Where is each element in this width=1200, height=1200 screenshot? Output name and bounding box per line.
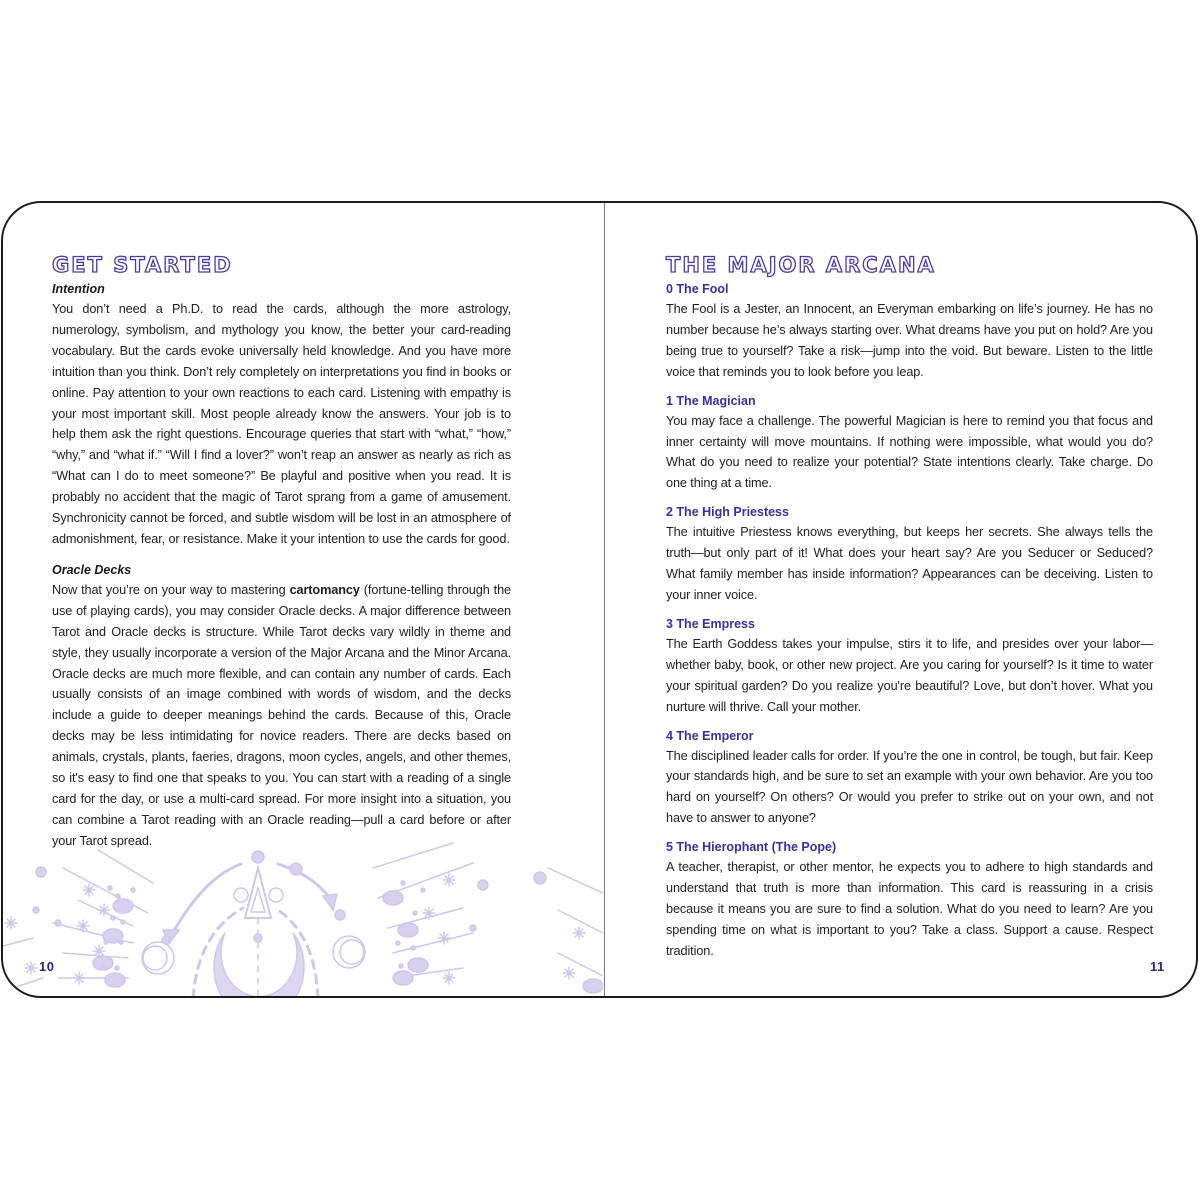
page-number-right: 11 bbox=[1150, 959, 1165, 974]
card-heading-fool: 0 The Fool bbox=[666, 282, 729, 296]
card-text-emperor: The disciplined leader calls for order. If you’re the one in control, be tough, but fair. Keep your standards high, and be sure to set an example with your own behavior. Are you too hard on yourself? On others? Or would you prefer to strike out on your own, and not have to answer to anyone? bbox=[666, 748, 1153, 826]
paragraph-oracle-decks bbox=[52, 580, 511, 852]
right-page-content bbox=[666, 252, 1153, 962]
card-text-empress: The Earth Goddess takes your impulse, stirs it to life, and presides over your labor—whether baby, book, or other new project. Are you caring for yourself? Is it time to water your spiritual garden? Do you realize you're beautiful? Love, but don’t hover. What you nurture will thrive. Call your mother. bbox=[666, 636, 1153, 714]
card-heading-high-priestess: 2 The High Priestess bbox=[666, 505, 789, 520]
card-heading-magician: 1 The Magician bbox=[666, 393, 756, 408]
card-heading-emperor: 4 The Emperor bbox=[666, 728, 754, 743]
bold-term-cartomancy: cartomancy bbox=[289, 582, 360, 597]
right-page bbox=[605, 203, 1198, 996]
oracle-text-rest: (fortune-telling through the use of playing cards), you may consider Oracle decks. A major difference between Tarot and Oracle decks is structure. While Tarot decks vary wildly in theme and style, they usually incorporate a version of the Major Arcana and the Minor Arcana. Oracle decks are much more flexible, and can contain any number of cards. Each usually consists of an image combined with words of wisdom, and the decks include a guide to deeper meanings behind the cards. Because of this, Oracle decks may be less intimidating for novice readers. There are decks based on animals, crystals, plants, faeries, dragons, moon cycles, angels, and other themes, so it's easy to find one that speaks to you. You can start with a reading of a single card for the day, or use a multi-card spread. For more insight into a situation, you can combine a Tarot reading with an Oracle reading—pull a card before or after your Tarot spread. bbox=[52, 582, 512, 848]
left-page-content bbox=[52, 252, 511, 852]
card-heading-empress: 3 The Empress bbox=[666, 616, 755, 631]
card-text-fool: The Fool is a Jester, an Innocent, an Everyman embarking on life’s journey. He has no number because he’s always starting over. What dreams have you put on hold? Are you being true to yourself? Take a risk—jump into the void. But beware. Listen to the little voice that reminds you to look before you leap. bbox=[666, 302, 1153, 379]
card-text-high-priestess: The intuitive Priestess knows everything, but keeps her secrets. She always tells the truth—but only part of it! What does your heart say? Are you Seducer or Seduced? What family member has inside information? Appearances can be deceiving. Listen to your inner voice. bbox=[666, 525, 1153, 602]
page-title-major-arcana: THE MAJOR ARCANA bbox=[666, 253, 936, 277]
page-title-get-started: GET STARTED bbox=[52, 253, 233, 277]
paragraph-intention: You don’t need a Ph.D. to read the cards, although the more astrology, numerology, symbolism, and mythology you know, the better your card-reading vocabulary. But the cards evoke universally held knowledge. And you have more intuition than you think. Don’t rely completely on interpretations you find in books or online. Pay attention to your own reactions to each card. Listening with empathy is your most important skill. Most people already know the answers. Your job is to help them ask the right questions. Encourage queries that start with “what,” “how,” “why,” and “what if.” “Will I find a lover?” won’t reap an answer as nearly as rich as “What can I do to meet someone?” Be playful and positive when you read. It is probably no accident that the magic of Tarot sprang from a game of amusement. Synchronicity cannot be forced, and subtle wisdom will be lost in an atmosphere of admonishment, fear, or resistance. Make it your intention to use the cards for good. bbox=[52, 302, 511, 546]
card-text-magician: You may face a challenge. The powerful Magician is here to remind you that focus and inner certainty will move mountains. If nothing were impossible, what would you do? What do you need to realize your potential? State intentions clearly. Take charge. Do one thing at a time. bbox=[666, 413, 1153, 491]
page-number-left: 10 bbox=[39, 959, 55, 974]
oracle-text-start: Now that you’re on your way to mastering bbox=[52, 582, 290, 597]
subheading-oracle-decks: Oracle Decks bbox=[52, 562, 132, 577]
book-spread bbox=[1, 201, 1198, 998]
card-heading-hierophant: 5 The Hierophant (The Pope) bbox=[666, 840, 837, 855]
card-text-hierophant: A teacher, therapist, or other mentor, he expects you to adhere to high standards and understand that truth is more than information. This card is reassuring in a crisis because it means you are sure to find a solution. What do you need to learn? Are you spending time on what is important to you? Take a class. Support a cause. Respect tradition. bbox=[666, 860, 1153, 958]
celestial-moon-illustration bbox=[3, 838, 603, 998]
subheading-intention: Intention bbox=[52, 282, 105, 296]
left-page bbox=[3, 203, 603, 996]
